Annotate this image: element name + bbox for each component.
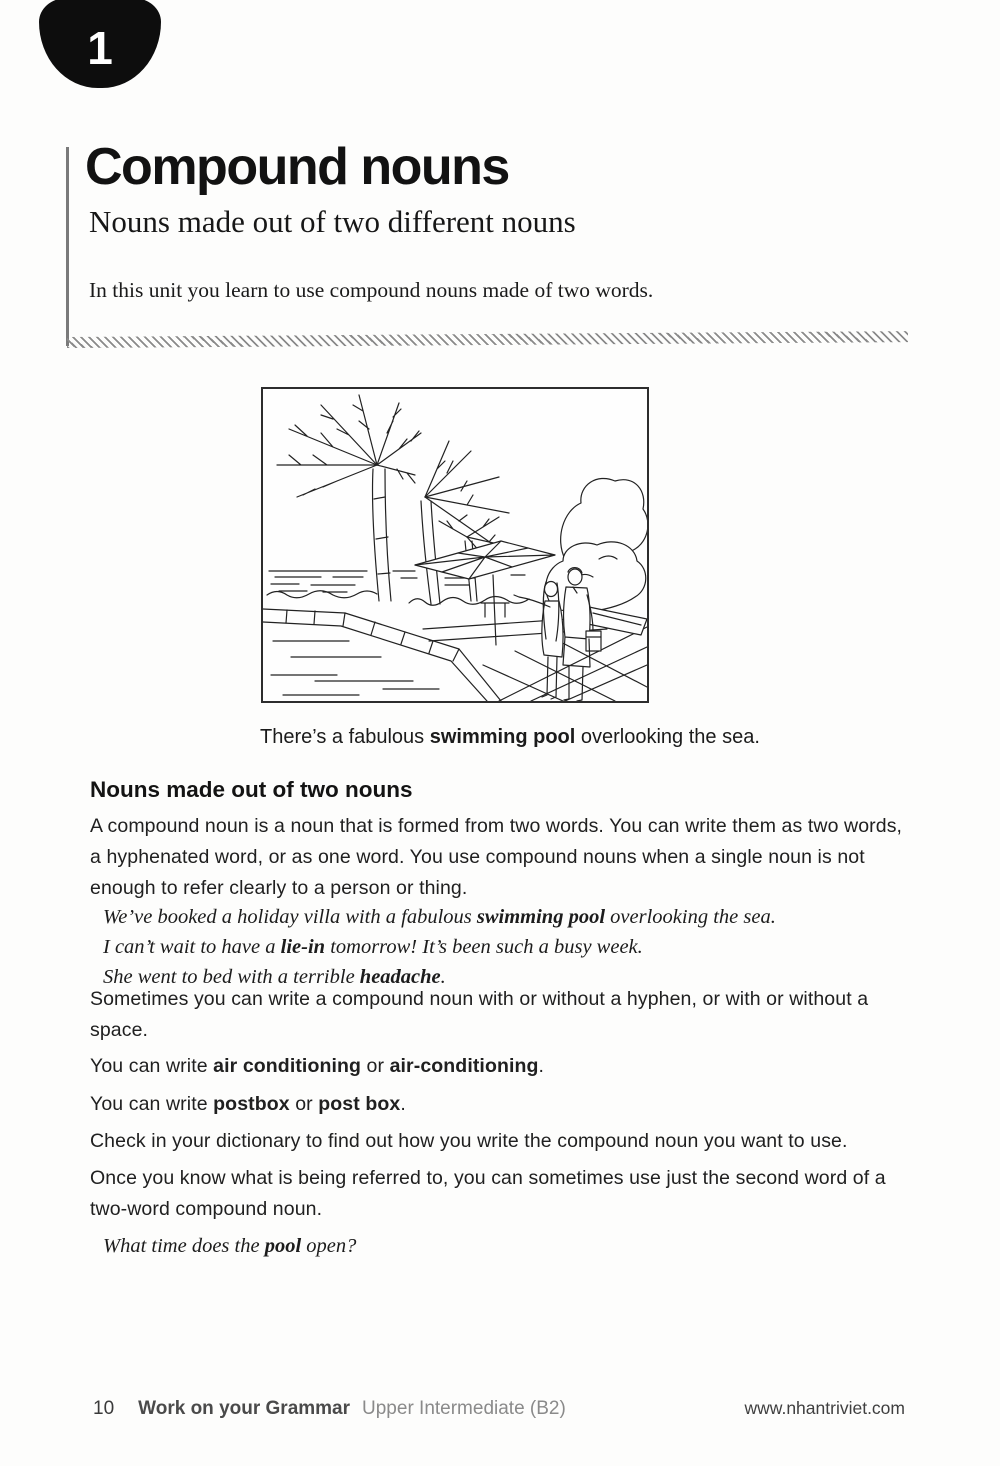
second-word-paragraph: Once you know what is being referred to, you can sometimes use just the second word of a two-word compound noun. [90,1167,886,1220]
example-line: I can’t wait to have a lie-in tomorrow! It’s been such a busy week. [103,936,643,958]
page-footer [0,1398,1000,1420]
page-number: 10 [93,1398,115,1419]
air-conditioning-line: You can write air conditioning or air-conditioning. [90,1055,545,1077]
title-rule [66,147,69,346]
example-block [103,902,913,992]
page-title: Compound nouns [85,138,509,196]
dictionary-paragraph: Check in your dictionary to find out how you write the compound noun you want to use. [90,1130,848,1152]
pool-example-line: What time does the pool open? [103,1235,357,1257]
intro-text: In this unit you learn to use compound nouns made of two words. [89,278,654,302]
illustration-caption: There’s a fabulous swimming pool overlooking the sea. [260,726,760,748]
book-title: Work on your Grammar [138,1398,351,1419]
intro-paragraph: A compound noun is a noun that is formed from two words. You can write them as two words, a hyphenated word, or as one word. You use compound nouns when a single noun is not enough to refer clearly to a person or thing. [90,815,903,899]
page-subtitle: Nouns made out of two different nouns [89,204,576,239]
pool-illustration [263,389,647,701]
hyphen-paragraph: Sometimes you can write a compound noun with or without a hyphen, or with or without a space. [90,988,869,1041]
postbox-line: You can write postbox or post box. [90,1093,406,1115]
example-line: We’ve booked a holiday villa with a fabulous swimming pool overlooking the sea. [103,906,776,928]
website-url: www.nhantriviet.com [744,1398,905,1418]
unit-number: 1 [87,22,113,74]
example-line: She went to bed with a terrible headache. [103,966,446,988]
illustration-frame [261,387,649,703]
book-level: Upper Intermediate (B2) [362,1398,566,1419]
section-heading: Nouns made out of two nouns [90,777,413,802]
unit-badge [39,0,161,88]
hatched-divider [67,331,908,348]
